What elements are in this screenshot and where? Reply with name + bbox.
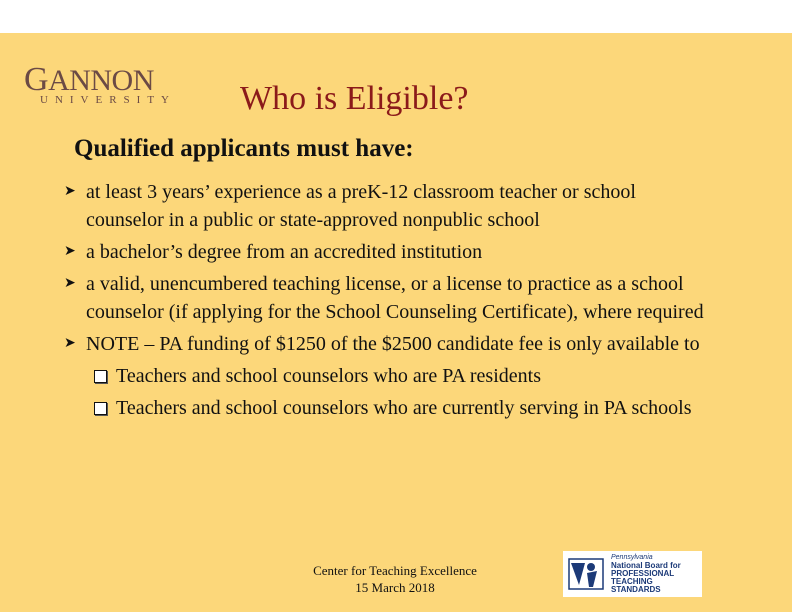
list-item-text: at least 3 years’ experience as a preK-12 classroom teacher or school counselor in a public or state-approved nonpublic school [86,181,636,231]
nbpts-line: TEACHING [611,577,653,586]
arrow-bullet-icon: ➤ [64,276,76,291]
nbpts-line: National Board for [611,561,681,570]
list-item-text: a bachelor’s degree from an accredited institution [86,241,483,263]
slide-footer [300,562,490,596]
list-item [64,178,704,234]
eligibility-list [64,178,704,422]
nbpts-text [611,554,681,594]
arrow-bullet-icon: ➤ [64,184,76,199]
nbpts-line: STANDARDS [611,585,661,594]
slide-title: Who is Eligible? [240,80,469,117]
logo-subtitle: UNIVERSITY [40,94,176,106]
list-item [64,330,704,358]
logo-wordmark [24,61,159,98]
list-item [64,270,704,326]
nbpts-line: Pennsylvania [611,554,653,561]
sub-list-item [64,362,704,390]
nbpts-line: PROFESSIONAL [611,569,675,578]
sub-list-item-text: Teachers and school counselors who are currently serving in PA schools [116,397,692,419]
nbpts-emblem-icon [567,555,607,593]
nbpts-logo [563,551,702,597]
list-item-text: NOTE – PA funding of $1250 of the $2500 candidate fee is only available to [86,333,700,355]
gannon-university-logo [24,61,176,106]
checkbox-bullet-icon [94,370,107,383]
logo-initial: G [24,61,49,98]
slide-subtitle: Qualified applicants must have: [74,135,414,162]
footer-date: 15 March 2018 [355,580,435,595]
sub-list-item [64,394,704,422]
checkbox-bullet-icon [94,402,107,415]
list-item [64,238,704,266]
arrow-bullet-icon: ➤ [64,336,76,351]
logo-name-rest: ANNON [48,64,154,97]
arrow-bullet-icon: ➤ [64,244,76,259]
list-item-text: a valid, unencumbered teaching license, or a license to practice as a school counselor (if applying for the School Counseling Certificate), where required [86,273,704,323]
sub-list-item-text: Teachers and school counselors who are PA residents [116,365,541,387]
footer-organization: Center for Teaching Excellence [313,563,477,578]
